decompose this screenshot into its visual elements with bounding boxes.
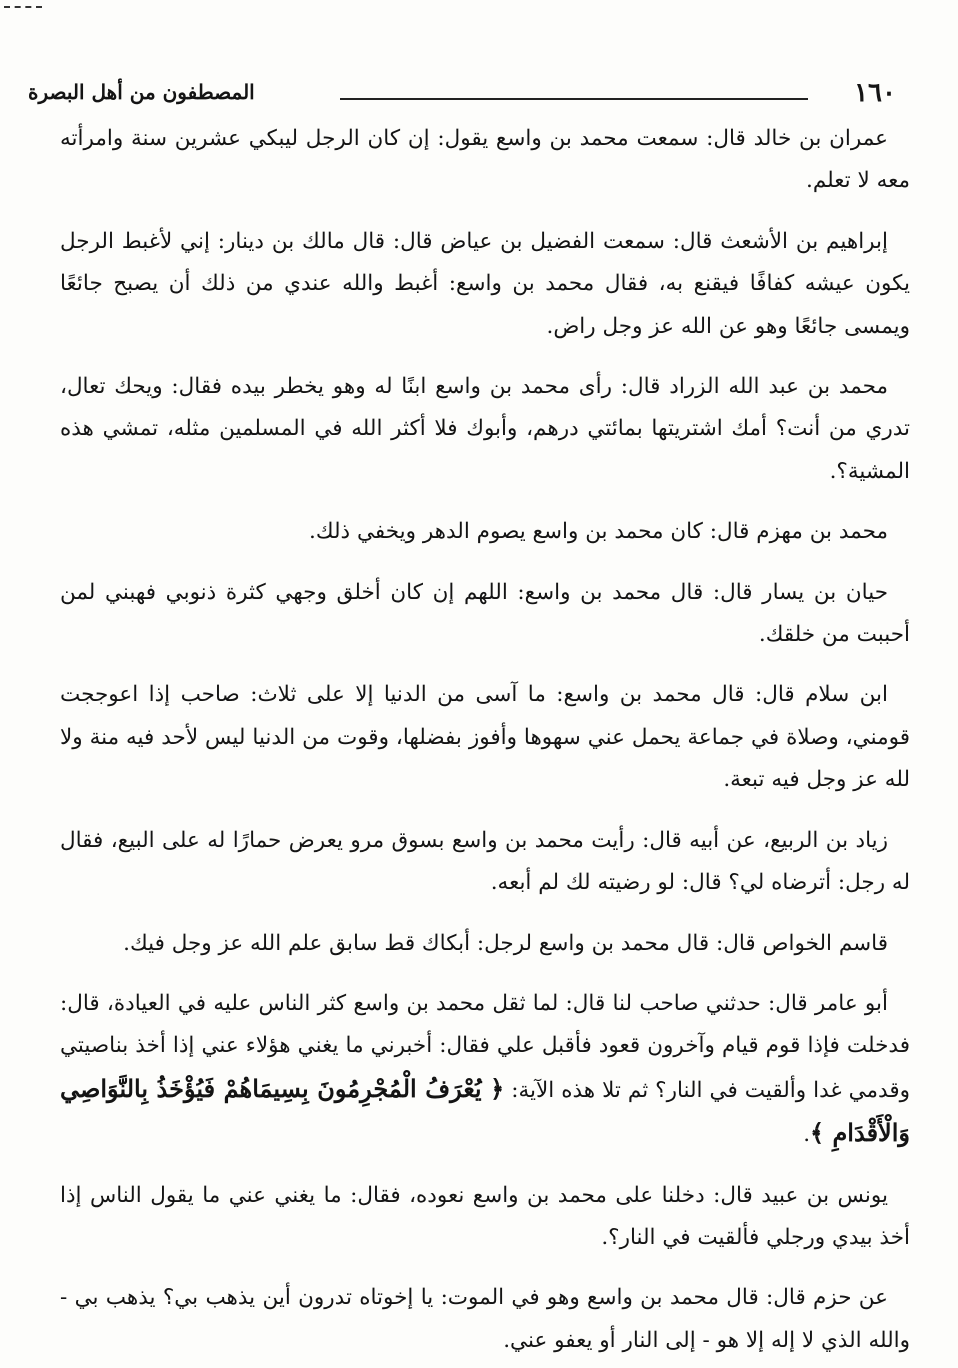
paragraph-with-verse: [60, 983, 910, 1157]
page-body: [60, 118, 910, 1368]
paragraph: إبراهيم بن الأشعث قال: سمعت الفضيل بن عياض قال: قال مالك بن دينار: إني لأغبط الرجل يكون عيشه كفافًا فيقنع به، فقال محمد بن واسع: أغبط والله عندي من ذلك أن يصبح جائعًا ويمسى جائعًا وهو عن الله عز وجل راض.: [60, 228, 910, 339]
corner-scan-mark: [4, 6, 42, 8]
page-number: ١٦٠: [854, 78, 896, 108]
paragraph: عن حزم قال: قال محمد بن واسع وهو في الموت: يا إخوتاه تدرون أين يذهب بي؟ يذهب بي - والله الذي لا إله إلا هو - إلى النار أو يعفو عني.: [60, 1285, 910, 1353]
header-rule: [340, 98, 808, 100]
paragraph: ابن سلام قال: قال محمد بن واسع: ما آسى من الدنيا إلا على ثلاث: صاحب إذا اعوججت قومني، وصلاة في جماعة يحمل عني سهوها وأفوز بفضلها، وقوت من الدنيا ليس لأحد فيه منة ولا لله عز وجل فيه تبعة.: [60, 682, 910, 793]
paragraph: قاسم الخواص قال: قال محمد بن واسع لرجل: أبكاك قط سابق علم الله عز وجل فيك.: [123, 930, 888, 956]
paragraph: عمران بن خالد قال: سمعت محمد بن واسع يقول: إن كان الرجل ليبكي عشرين سنة وامرأته معه لا تعلم.: [60, 126, 910, 194]
paragraph: محمد بن عبد الله الزراد قال: رأى محمد بن واسع ابنًا له وهو يخطر بيده فقال: ويحك تعال، تدري من أنت؟ أمك اشتريتها بمائتي درهم، وأبوك فلا أكثر الله في المسلمين مثله، تمشي هذه المشية؟.: [60, 374, 910, 484]
paragraph: حيان بن يسار قال: قال محمد بن واسع: اللهم إن كان أخلق وجهي كثرة ذنوبي فهبني لمن أحببت من خلقك.: [60, 579, 910, 648]
paragraph-text: أبو عامر قال: حدثني صاحب لنا قال: لما ثقل محمد بن واسع كثر الناس عليه في العيادة، قال: فدخلت فإذا قوم قيام وآخرون قعود فأقبل علي فقال: أخبرني ما يغني هؤلاء عني إذا أخذ بناصيتي وقدمي غدا وألقيت في النار؟ ثم تلا هذه الآية:: [60, 990, 910, 1103]
paragraph-end: .: [803, 1122, 811, 1148]
paragraph: يونس بن عبيد قال: دخلنا على محمد بن واسع نعوده، فقال: ما يغني عني ما يقول الناس إذا أخذ بيدي ورجلي فألقيت في النار؟.: [60, 1182, 910, 1250]
running-title: المصطفون من أهل البصرة: [28, 80, 255, 104]
quran-verse: ﴿ يُعْرَفُ الْمُجْرِمُونَ بِسِيمَاهُمْ فَيُؤْخَذُ بِالنَّوَاصِي وَالْأَقْدَامِ ﴾: [60, 1073, 910, 1148]
paragraph: زياد بن الربيع، عن أبيه قال: رأيت محمد بن واسع بسوق مرو يعرض حمارًا له على البيع، فقال له رجل: أترضاه لي؟ قال: لو رضيته لك لم أبعه.: [60, 827, 910, 896]
paragraph: محمد بن مهزم قال: كان محمد بن واسع يصوم الدهر ويخفي ذلك.: [309, 519, 888, 545]
page-header: [28, 78, 896, 112]
